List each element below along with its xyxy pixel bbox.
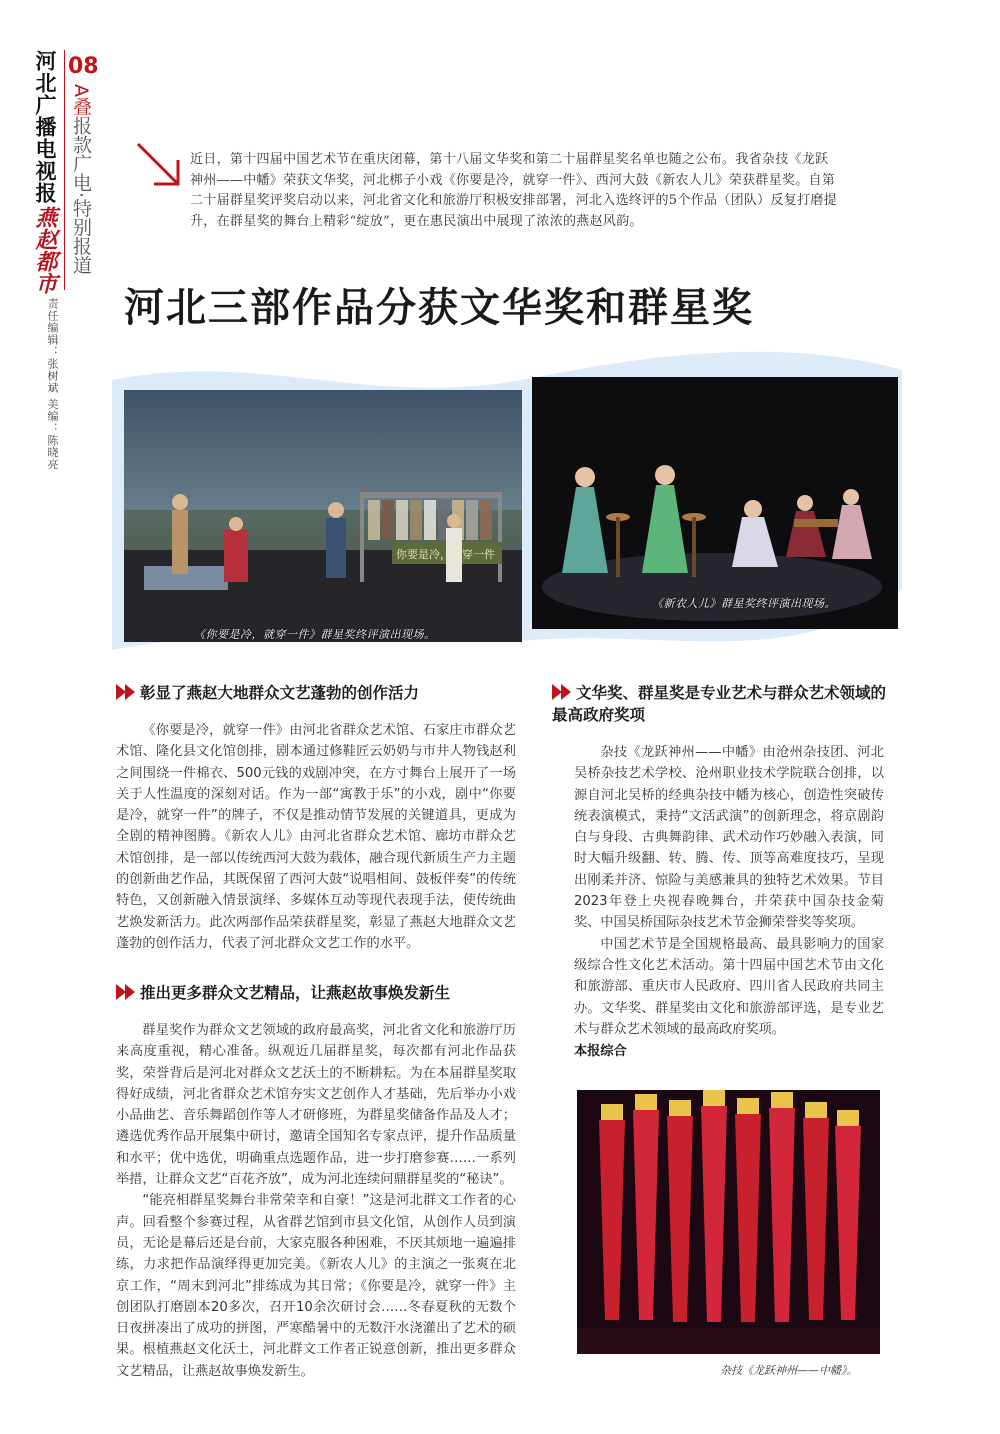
arrow-icon — [134, 140, 184, 190]
page-section-tag — [70, 84, 92, 274]
section-heading-1 — [116, 682, 516, 704]
section-arrow-icon — [116, 684, 136, 700]
section-3-paragraph-1: 杂技《龙跃神州——中幡》由沧州杂技团、河北吴桥杂技艺术学校、沧州职业技术学院联合创排，以源自河北吴桥的经典杂技中幡为核心，创造性突破传统表演模式，秉持“文活武演”的创新理念，将京剧韵白与身段、古典舞韵律、武术动作巧妙融入表演，同时大幅升级翻、转、腾、传、顶等高难度技巧，呈现出刚柔并济、惊险与美感兼具的独特艺术效果。节目2023年登上央视春晚舞台，并荣获中国杂技金菊奖、中国吴桥国际杂技艺术节金狮荣誉奖等奖项。 — [574, 745, 884, 931]
zhongfan-illustration — [577, 1090, 880, 1354]
section-arrow-icon — [552, 684, 572, 700]
section-1-body — [116, 720, 516, 954]
section-2-paragraph-1: 群星奖作为群众文艺领域的政府最高奖，河北省文化和旅游厅历来高度重视，精心准备。纵观近几届群星奖，每次都有河北作品获奖，荣誉背后是河北对群众文艺沃土的不断耕耘。为在本届群星奖取得好成绩，河北省群众艺术馆夯实文艺创作人才基础，先后举办小戏小品曲艺、音乐舞蹈创作等人才研修班，为群星奖储备作品及人才；遴选优秀作品开展集中研讨，邀请全国知名专家点评，提升作品质量和水平；优中选优，明确重点选题作品，进一步打磨参赛……一系列举措，让群众文艺“百花齐放”，成为河北连续问鼎群星奖的“秘诀”。 — [116, 1023, 516, 1188]
intro-paragraph: 近日，第十四届中国艺术节在重庆闭幕，第十八届文华奖和第二十届群星奖名单也随之公布。我省杂技《龙跃神州——中幡》荣获文华奖，河北梆子小戏《你要是冷，就穿一件》、西河大鼓《新农人儿》荣获群星奖。自第二十届群星奖评奖启动以来，河北省文化和旅游厅积极安排部署，河北入选终评的5个作品（团队）反复打磨提升，在群星奖的舞台上精彩“绽放”，更在惠民演出中展现了浓浓的燕赵风韵。 — [190, 152, 837, 229]
section-3-paragraph-2: 中国艺术节是全国规格最高、最具影响力的国家级综合性文化艺术活动。第十四届中国艺术节由文化和旅游部、重庆市人民政府、四川省人民政府共同主办。文华奖、群星奖由文化和旅游部评选，是专业艺术与群众艺术领域的最高政府奖项。 — [574, 936, 884, 1037]
play-stage-illustration — [124, 390, 522, 642]
masthead — [30, 50, 66, 294]
section-2-paragraph-2: “能亮相群星奖舞台非常荣幸和自豪！”这是河北群文工作者的心声。回看整个参赛过程，从省群艺馆到市县文化馆，从创作人员到演员，无论是幕后还是台前，大家克服各种困难，不厌其烦地一遍遍排练，力求把作品演绎得更加完美。《新农人儿》的主演之一张爽在北京工作，“周末到河北”排练成为其日常；《你要是冷，就穿一件》主创团队打磨剧本20多次，召开10余次研讨会……冬春夏秋的无数个日夜拼凑出了成功的拼图，严寒酷暑中的无数汗水浇灌出了艺术的硕果。根植燕赵文化沃土，河北群文工作者正锐意创新，推出更多群众文艺精品，让燕赵故事焕发新生。 — [116, 1193, 516, 1379]
section-heading-2 — [116, 982, 516, 1004]
editor-credit: 责任编辑：张树斌 美编：陈晓亮 — [46, 298, 59, 471]
section-heading-2-text: 推出更多群众文艺精品，让燕赵故事焕发新生 — [140, 984, 451, 1002]
photo-caption-play: 《你要是冷，就穿一件》群星奖终评演出现场。 — [194, 628, 436, 641]
page-tag-edition: A叠 — [70, 84, 92, 116]
paper-name: 河北广播电视报 — [33, 50, 58, 204]
photo-caption-xihe: 《新农人儿》群星奖终评演出现场。 — [652, 597, 836, 610]
section-heading-3 — [552, 682, 892, 726]
section-heading-1-text: 彰显了燕赵大地群众文艺蓬勃的创作活力 — [140, 684, 420, 702]
photo-zhongfan-acrobatics — [577, 1090, 880, 1354]
section-1-paragraph: 《你要是冷，就穿一件》由河北省群众艺术馆、石家庄市群众艺术馆、隆化县文化馆创排，剧本通过修鞋匠云奶奶与市井人物钱赵利之间围绕一件棉衣、500元钱的戏剧冲突，在方寸舞台上展开了一场关于人性温度的深刻对话。作为一部“寓教于乐”的小戏，剧中“你要是冷，就穿一件”的牌子，不仅是推动情节发展的关键道具，更成为全剧的精神图腾。《新农人儿》由河北省群众艺术馆、廊坊市群众艺术馆创排，是一部以传统西河大鼓为载体，融合现代新质生产力主题的创新曲艺作品，其既保留了西河大鼓“说唱相间、鼓板伴奏”的传统特色，又创新融入情景演绎、多媒体互动等现代表现手法，使传统曲艺焕发新活力。此次两部作品荣获群星奖，彰显了燕赵大地群众文艺蓬勃的创作活力，代表了河北群众文艺工作的水平。 — [116, 723, 516, 951]
photo-caption-zhongfan: 杂技《龙跃神州——中幡》。 — [720, 1364, 858, 1377]
section-heading-3-text: 文华奖、群星奖是专业艺术与群众艺术领域的最高政府奖项 — [552, 684, 887, 724]
stage-sign-text: 你要是冷，就穿一件 — [396, 548, 495, 561]
section-arrow-icon — [116, 984, 136, 1000]
headline: 河北三部作品分获文华奖和群星奖 — [124, 284, 754, 331]
photo-play-stage — [124, 390, 522, 642]
xihe-stage-illustration — [532, 377, 898, 629]
section-2-body — [116, 1020, 516, 1382]
page-tag-label: 报款广电·特别报道 — [70, 116, 92, 275]
page-number: 08 — [68, 54, 99, 79]
paper-subtitle-logo: 燕赵都市 — [32, 206, 58, 294]
source-credit: 本报综合 — [574, 1044, 627, 1060]
photo-xihe-dagu-stage — [532, 377, 898, 629]
section-3-body — [574, 742, 884, 1059]
